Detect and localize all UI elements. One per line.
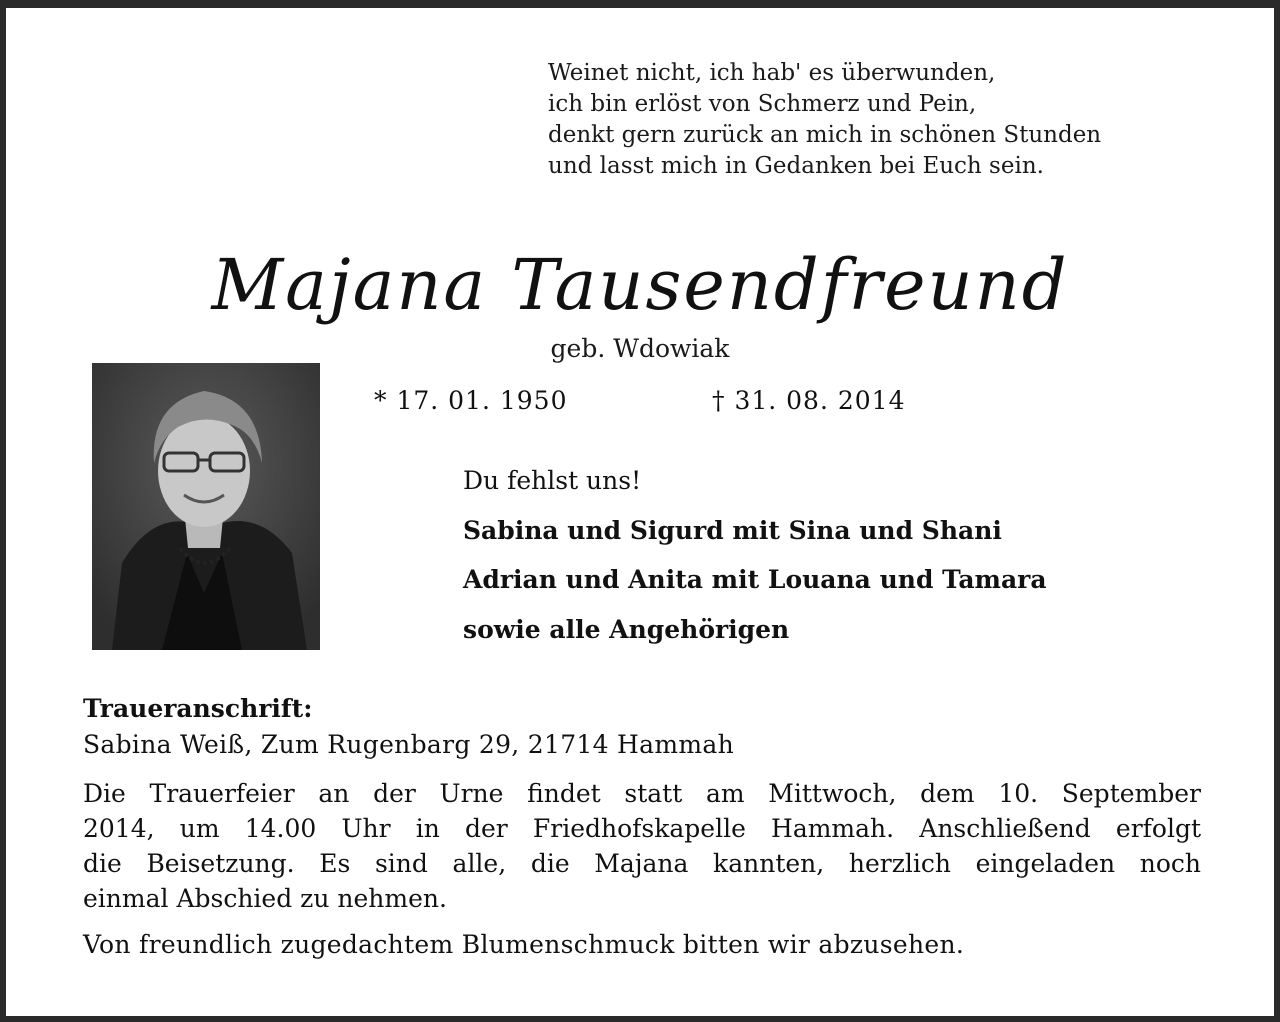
poem: [548, 58, 1101, 182]
maiden-name: [0, 334, 1280, 363]
family-line: sowie alle Angehörigen: [463, 614, 790, 644]
poem-line: denkt gern zurück an mich in schönen Stunden: [548, 122, 1102, 148]
death-date: † 31. 08. 2014: [712, 386, 906, 415]
ceremony-line: Die Trauerfeier an der Urne findet statt am Mittwoch, dem 10. September: [83, 779, 1201, 808]
portrait-photo: [92, 363, 320, 650]
deceased-name: Majana Tausendfreund: [211, 244, 1069, 326]
birth-date: * 17. 01. 1950: [374, 386, 568, 415]
address-label: Traueranschrift:: [83, 694, 313, 723]
family-intro: Du fehlst uns!: [463, 466, 642, 495]
poem-line: und lasst mich in Gedanken bei Euch sein.: [548, 153, 1044, 179]
closing-note: Von freundlich zugedachtem Blumenschmuck bitten wir abzusehen.: [83, 930, 965, 959]
portrait-photo-image: [92, 363, 320, 650]
ceremony-text: [83, 776, 1201, 916]
poem-line: ich bin erlöst von Schmerz und Pein,: [548, 91, 977, 117]
ceremony-line: einmal Abschied zu nehmen.: [83, 884, 447, 913]
ceremony-line: die Beisetzung. Es sind alle, die Majana kannten, herzlich eingeladen noch: [83, 849, 1201, 878]
poem-line: Weinet nicht, ich hab' es überwunden,: [548, 60, 996, 86]
family-block: [463, 464, 1047, 662]
ceremony-line: 2014, um 14.00 Uhr in der Friedhofskapelle Hammah. Anschließend erfolgt: [83, 814, 1201, 843]
family-line: Adrian und Anita mit Louana und Tamara: [463, 565, 1047, 594]
address-text: Sabina Weiß, Zum Rugenbarg 29, 21714 Hammah: [83, 730, 734, 759]
maiden-name-text: geb. Wdowiak: [550, 334, 730, 363]
family-line: Sabina und Sigurd mit Sina und Shani: [463, 515, 1002, 545]
